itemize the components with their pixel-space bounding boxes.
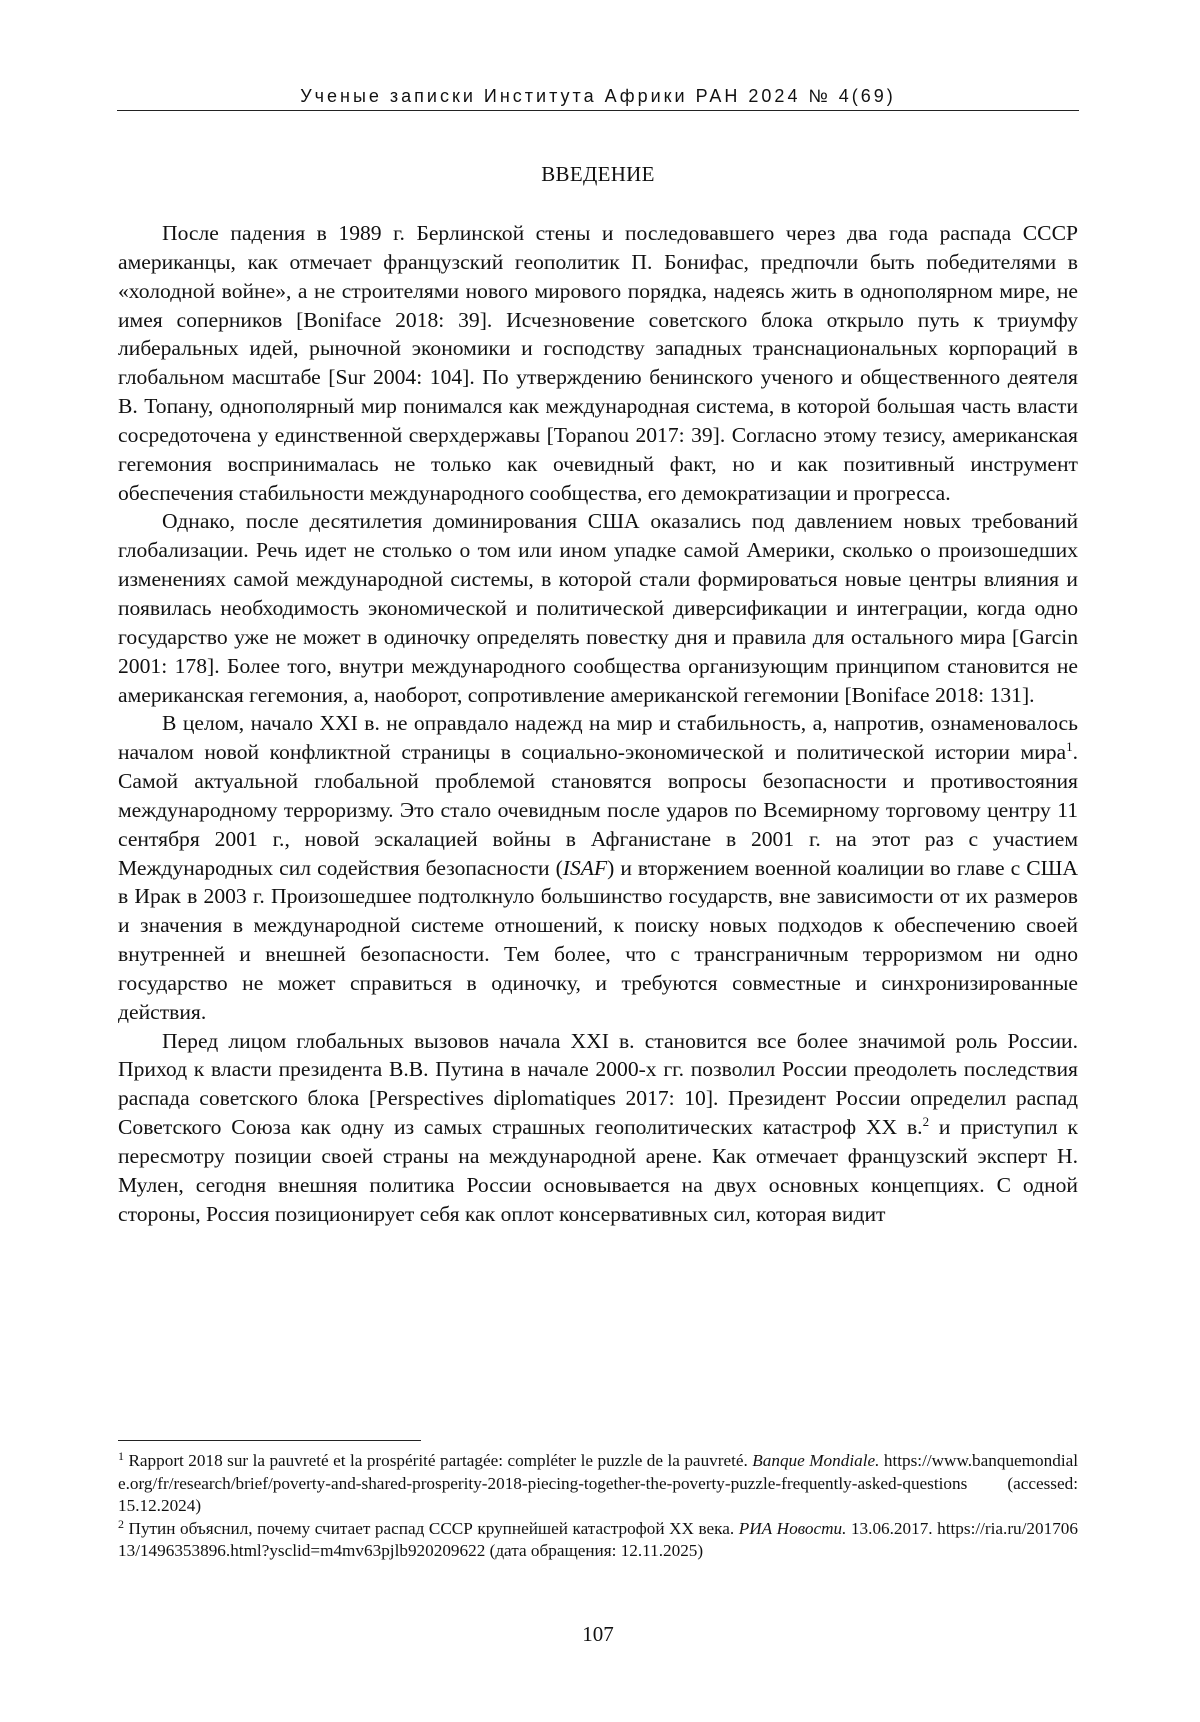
footnote-2-accessed: (дата обращения: 12.11.2025) — [485, 1541, 703, 1560]
paragraph-3-text-a: В целом, начало XXI в. не оправдало надежд на мир и стабильность, а, напротив, ознаменовалось началом новой конфликтной страницы в социально-экономической и политической истории мира — [118, 711, 1078, 764]
paragraph-4-text-b: и приступил к пересмотру позиции своей страны на международной арене. Как отмечает французский эксперт Н. Мулен, сегодня внешняя политика России основывается на двух основных концепциях. С одной стороны, Россия позиционирует себя как оплот консервативных сил, которая видит — [118, 1115, 1078, 1226]
paragraph-1: После падения в 1989 г. Берлинской стены и последовавшего через два года распада СССР американцы, как отмечает французский геополитик П. Бонифас, предпочли быть победителями в «холодной войне», а не строителями нового мирового порядка, надеясь жить в однополярном мире, не имея соперников [Boniface 2018: 39]. Исчезновение советского блока открыло путь к триумфу либеральных идей, рыночной экономики и господству западных транснациональных корпораций в глобальном масштабе [Sur 2004: 104]. По утверждению бенинского ученого и общественного деятеля В. Топану, однополярный мир понимался как международная система, в которой большая часть власти сосредоточена у единственной сверхдержавы [Topanou 2017: 39]. Согласно этому тезису, американская гегемония воспринималась не только как очевидный факт, но и как позитивный инструмент обеспечения стабильности международного сообщества, его демократизации и прогресса. — [118, 219, 1078, 507]
article-body — [118, 219, 1078, 1229]
footnote-2-text: Путин объяснил, почему считает распад СССР крупнейшей катастрофой XX века. — [124, 1519, 739, 1538]
footnote-2 — [118, 1518, 1078, 1563]
footnote-1-text: Rapport 2018 sur la pauvreté et la prospérité partagée: compléter le puzzle de la pauvreté. — [124, 1451, 752, 1470]
footnote-2-source: РИА Новости. — [739, 1519, 847, 1538]
footnote-1-source: Banque Mondiale. — [752, 1451, 879, 1470]
paragraph-4-text-a: Перед лицом глобальных вызовов начала XXI в. становится все более значимой роль России. Приход к власти президента В.В. Путина в начале 2000-х гг. позволил России преодолеть последствия распада советского блока [Perspectives diplomatiques 2017: 10]. Президент России определил распад Советского Союза как одну из самых страшных геополитических катастроф XX в. — [118, 1029, 1078, 1140]
header-divider — [117, 110, 1079, 111]
section-title: ВВЕДЕНИЕ — [118, 160, 1078, 188]
footnote-1-accessed: (accessed: 15.12.2024) — [118, 1474, 1078, 1516]
footnotes — [118, 1450, 1078, 1563]
paragraph-2: Однако, после десятилетия доминирования США оказались под давлением новых требований глобализации. Речь идет не столько о том или ином упадке самой Америки, сколько о произошедших изменениях самой международной системы, в которой стали формироваться новые центры влияния и появилась необходимость экономической и политической диверсификации и интеграции, когда одно государство уже не может в одиночку определять повестку дня и правила для остального мира [Garcin 2001: 178]. Более того, внутри международного сообщества организующим принципом становится не американская гегемония, а, наоборот, сопротивление американской гегемонии [Boniface 2018: 131]. — [118, 507, 1078, 709]
footnote-ref-2[interactable]: 2 — [923, 1114, 930, 1129]
page-number: 107 — [118, 1620, 1078, 1648]
footnote-ref-1[interactable]: 1 — [1066, 739, 1073, 754]
paragraph-3 — [118, 709, 1078, 1026]
footnote-2-date: 13.06.2017. — [846, 1519, 937, 1538]
footnote-2-mark: 2 — [118, 1517, 124, 1531]
footnote-2-link[interactable]: https://ria.ru/20170613/1496353896.html?ysclid=m4mv63pjlb920209622 — [118, 1519, 1078, 1561]
footnote-1-mark: 1 — [118, 1449, 124, 1463]
footnote-1-link[interactable]: https://www.banquemondiale.org/fr/research/brief/poverty-and-shared-prosperity-2018-piecing-together-the-poverty-puzzle-frequently-asked-questions — [118, 1451, 1078, 1493]
isaf-abbreviation: ISAF — [563, 856, 607, 880]
footnote-1 — [118, 1450, 1078, 1518]
journal-running-header: Ученые записки Института Африки РАН 2024 № 4(69) — [118, 84, 1078, 108]
footnote-divider — [118, 1440, 421, 1441]
paragraph-3-text-b: . Самой актуальной глобальной проблемой становятся вопросы безопасности и противостояния международному терроризму. Это стало очевидным после ударов по Всемирному торговому центру 11 сентября 2001 г., новой эскалацией войны в Афганистане в 2001 г. на этот раз с участием Международных сил содействия безопасности ( — [118, 740, 1078, 879]
document-page — [0, 0, 1200, 1722]
paragraph-4 — [118, 1027, 1078, 1229]
paragraph-3-text-c: ) и вторжением военной коалиции во главе с США в Ирак в 2003 г. Произошедшее подтолкнуло большинство государств, вне зависимости от их размеров и значения в международной системе отношений, к поиску новых подходов к обеспечению своей внутренней и внешней безопасности. Тем более, что с трансграничным терроризмом ни одно государство не может справиться в одиночку, и требуются совместные и синхронизированные действия. — [118, 856, 1078, 1024]
